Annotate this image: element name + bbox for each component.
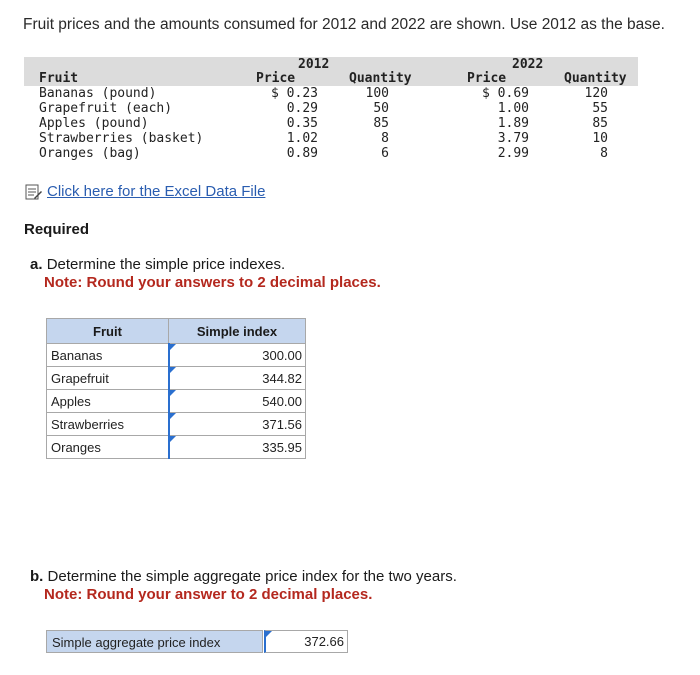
data-cell-price-2022: 3.79 <box>497 131 529 146</box>
data-cell-quantity-2012: 85 <box>373 116 389 131</box>
simple-index-value: 335.95 <box>262 439 302 455</box>
data-cell-price-2012: 0.89 <box>286 146 318 161</box>
data-cell-fruit-name: Bananas (pound) <box>39 86 157 101</box>
data-cell-quantity-2012: 100 <box>365 86 389 101</box>
data-cell-price-2012: 0.35 <box>286 116 318 131</box>
input-marker-icon <box>266 631 272 637</box>
data-cell-quantity-2022: 55 <box>592 101 608 116</box>
simple-index-input[interactable] <box>169 367 306 390</box>
simple-index-input[interactable] <box>169 344 306 367</box>
col-header-fruit: Fruit <box>39 71 79 86</box>
data-cell-quantity-2022: 10 <box>592 131 608 146</box>
part-b-label: b. <box>30 568 44 585</box>
intro-text: Fruit prices and the amounts consumed for 2012 and 2022 are shown. Use 2012 as the base. <box>23 16 665 33</box>
year-2012-label: 2012 <box>298 57 330 72</box>
table-row <box>47 367 306 390</box>
input-marker-icon <box>170 367 176 373</box>
simple-index-value: 540.00 <box>262 393 302 409</box>
input-marker-icon <box>170 436 176 442</box>
data-cell-price-2012: 1.02 <box>286 131 318 146</box>
input-marker-icon <box>170 413 176 419</box>
simple-index-table <box>46 318 306 459</box>
data-cell-quantity-2012: 8 <box>381 131 389 146</box>
data-cell-quantity-2022: 8 <box>600 146 608 161</box>
data-cell-quantity-2022: 120 <box>584 86 608 101</box>
excel-data-link[interactable] <box>25 183 265 200</box>
input-marker-icon <box>170 344 176 350</box>
data-table-header <box>24 57 638 86</box>
data-cell-quantity-2012: 50 <box>373 101 389 116</box>
aggregate-index-input[interactable] <box>264 630 348 653</box>
part-a-label: a. <box>30 256 43 273</box>
excel-link-text[interactable]: Click here for the Excel Data File <box>47 183 266 200</box>
simple-index-input[interactable] <box>169 390 306 413</box>
col-header-price-2012: Price <box>256 71 296 86</box>
year-2022-label: 2022 <box>512 57 544 72</box>
input-marker-icon <box>170 390 176 396</box>
simple-index-input[interactable] <box>169 413 306 436</box>
data-cell-fruit-name: Grapefruit (each) <box>39 101 173 116</box>
table-row <box>47 413 306 436</box>
excel-file-icon <box>25 184 43 200</box>
table-row <box>47 436 306 459</box>
col-header-quantity-2012: Quantity <box>349 71 412 86</box>
data-cell-quantity-2012: 6 <box>381 146 389 161</box>
idx-fruit-name: Bananas <box>47 344 169 367</box>
fruit-data-table <box>24 57 638 167</box>
col-header-price-2022: Price <box>467 71 507 86</box>
part-b-question <box>30 568 457 585</box>
data-cell-fruit-name: Oranges (bag) <box>39 146 141 161</box>
part-a-question <box>30 256 285 273</box>
aggregate-index-label: Simple aggregate price index <box>46 630 263 653</box>
data-cell-price-2012: $ 0.23 <box>271 86 318 101</box>
part-b-note: Note: Round your answer to 2 decimal places. <box>44 586 373 603</box>
data-cell-price-2022: 1.89 <box>497 116 529 131</box>
data-cell-fruit-name: Apples (pound) <box>39 116 149 131</box>
data-cell-price-2012: 0.29 <box>286 101 318 116</box>
data-cell-quantity-2022: 85 <box>592 116 608 131</box>
simple-index-input[interactable] <box>169 436 306 459</box>
part-b-question-text: Determine the simple aggregate price index for the two years. <box>47 568 457 585</box>
simple-index-value: 300.00 <box>262 347 302 363</box>
part-a-note: Note: Round your answers to 2 decimal places. <box>44 274 381 291</box>
table-row <box>47 344 306 367</box>
idx-fruit-name: Strawberries <box>47 413 169 436</box>
required-heading: Required <box>24 221 90 238</box>
idx-header-fruit: Fruit <box>47 319 169 344</box>
aggregate-index-value: 372.66 <box>304 634 344 649</box>
data-cell-price-2022: $ 0.69 <box>482 86 529 101</box>
data-cell-fruit-name: Strawberries (basket) <box>39 131 204 146</box>
simple-index-value: 344.82 <box>262 370 302 386</box>
part-a-question-text: Determine the simple price indexes. <box>46 256 286 273</box>
idx-fruit-name: Oranges <box>47 436 169 459</box>
table-row <box>47 390 306 413</box>
idx-fruit-name: Grapefruit <box>47 367 169 390</box>
col-header-quantity-2022: Quantity <box>564 71 627 86</box>
idx-fruit-name: Apples <box>47 390 169 413</box>
simple-index-value: 371.56 <box>262 416 302 432</box>
data-cell-price-2022: 1.00 <box>497 101 529 116</box>
idx-header-simple-index: Simple index <box>169 319 306 344</box>
data-cell-price-2022: 2.99 <box>497 146 529 161</box>
